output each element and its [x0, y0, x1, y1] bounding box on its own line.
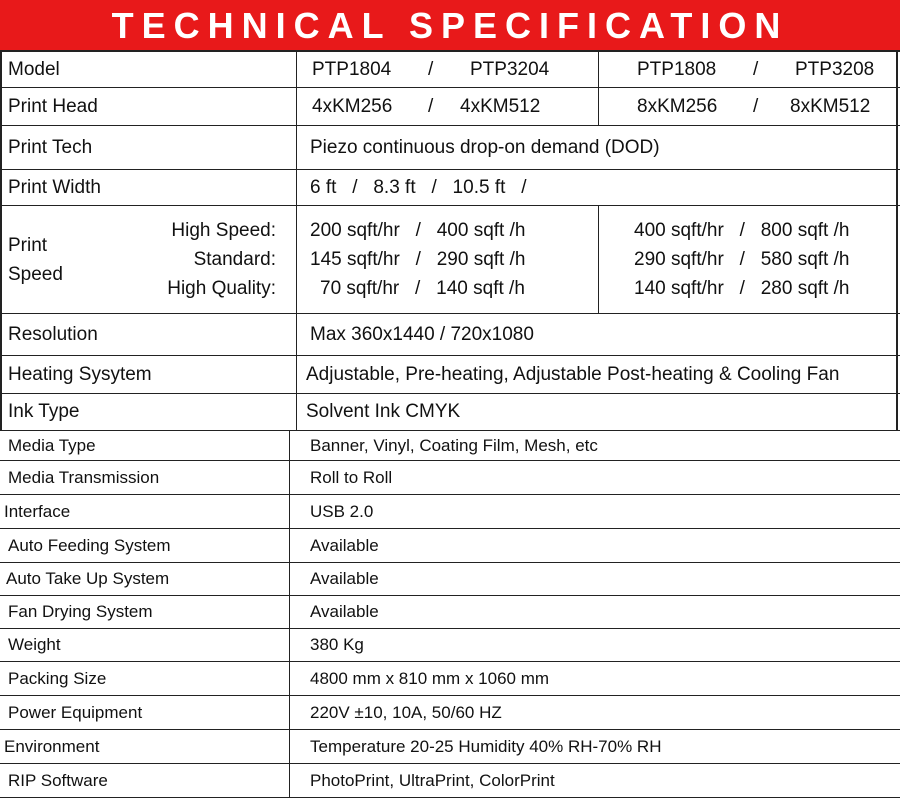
rip-label: RIP Software: [8, 770, 108, 790]
speed-a-high-speed: 200 sqft/hr / 400 sqft /h: [310, 220, 526, 241]
speed-b-high-speed: 400 sqft/hr / 800 sqft /h: [634, 220, 850, 241]
row-print-tech: [0, 126, 900, 170]
model-a1: PTP1804: [312, 58, 392, 80]
media-transmission-value: Roll to Roll: [310, 467, 393, 487]
print-width-label: Print Width: [8, 176, 101, 198]
speed-b-high-quality: 140 sqft/hr / 280 sqft /h: [634, 278, 850, 299]
row-print-head: [0, 88, 900, 126]
interface-label: Interface: [4, 501, 71, 521]
resolution-label: Resolution: [8, 323, 98, 345]
weight-value: 380 Kg: [310, 635, 364, 654]
title-banner: TECHNICAL SPECIFICATION: [0, 0, 900, 50]
row-rip: [0, 764, 900, 798]
print-head-b1: 8xKM256: [637, 95, 718, 117]
interface-value: USB 2.0: [310, 501, 374, 521]
row-media-transmission: [0, 461, 900, 495]
row-heating: [0, 356, 900, 394]
packing-size-label: Packing Size: [8, 668, 107, 688]
mode-standard: Standard:: [193, 249, 276, 270]
row-resolution: [0, 314, 900, 356]
print-speed-label-line2: Speed: [8, 263, 63, 285]
row-weight: [0, 629, 900, 662]
row-ink-type: [0, 394, 900, 430]
row-print-speed: [0, 206, 900, 314]
media-transmission-label: Media Transmission: [8, 467, 160, 487]
fan-drying-value: Available: [310, 602, 379, 621]
packing-size-value: 4800 mm x 810 mm x 1060 mm: [310, 668, 550, 688]
print-head-a2: 4xKM512: [460, 95, 541, 117]
fan-drying-label: Fan Drying System: [8, 602, 153, 621]
model-b1: PTP1808: [637, 58, 717, 80]
row-media-type: [0, 430, 900, 461]
row-power: [0, 696, 900, 730]
environment-value: Temperature 20-25 Humidity 40% RH-70% RH: [310, 736, 662, 756]
mode-high-quality: High Quality:: [167, 278, 276, 299]
auto-feeding-value: Available: [310, 535, 379, 555]
environment-label: Environment: [4, 736, 100, 756]
media-type-value: Banner, Vinyl, Coating Film, Mesh, etc: [310, 435, 598, 455]
row-model: [0, 50, 900, 88]
row-fan-drying: [0, 596, 900, 629]
auto-take-up-value: Available: [310, 569, 379, 588]
print-tech-label: Print Tech: [8, 136, 93, 158]
weight-label: Weight: [8, 635, 61, 654]
print-speed-group-b: [634, 206, 849, 313]
print-speed-group-a: [310, 206, 525, 313]
ink-type-value: Solvent Ink CMYK: [306, 401, 461, 422]
heating-label: Heating Sysytem: [8, 363, 152, 385]
row-interface: [0, 495, 900, 529]
row-auto-feeding: [0, 529, 900, 563]
print-speed-modes: [100, 206, 276, 313]
media-type-label: Media Type: [8, 435, 96, 455]
print-head-a1: 4xKM256: [312, 95, 393, 117]
print-speed-label-line1: Print: [8, 234, 48, 256]
auto-feeding-label: Auto Feeding System: [8, 535, 171, 555]
print-tech-value: Piezo continuous drop-on demand (DOD): [310, 136, 660, 158]
model-label: Model: [8, 58, 60, 80]
print-head-b2: 8xKM512: [790, 95, 871, 117]
speed-a-standard: 145 sqft/hr / 290 sqft /h: [310, 249, 526, 270]
power-label: Power Equipment: [8, 702, 143, 722]
print-head-b-sep: /: [753, 95, 759, 117]
row-print-width: [0, 170, 900, 206]
rip-value: PhotoPrint, UltraPrint, ColorPrint: [310, 770, 555, 790]
model-a2: PTP3204: [470, 58, 550, 80]
power-value: 220V ±10, 10A, 50/60 HZ: [310, 702, 502, 722]
model-b2: PTP3208: [795, 58, 875, 80]
model-a-sep: /: [428, 58, 434, 80]
print-head-label: Print Head: [8, 95, 98, 117]
print-head-a-sep: /: [428, 95, 434, 117]
print-width-value: 6 ft / 8.3 ft / 10.5 ft /: [310, 176, 527, 198]
resolution-value: Max 360x1440 / 720x1080: [310, 323, 534, 345]
model-b-sep: /: [753, 58, 759, 80]
row-auto-take-up: [0, 563, 900, 596]
auto-take-up-label: Auto Take Up System: [6, 569, 170, 588]
ink-type-label: Ink Type: [8, 401, 80, 422]
print-speed-label: [8, 206, 63, 313]
row-environment: [0, 730, 900, 764]
row-packing-size: [0, 662, 900, 696]
heating-value: Adjustable, Pre-heating, Adjustable Post-heating & Cooling Fan: [306, 363, 840, 385]
mode-high-speed: High Speed:: [171, 220, 276, 241]
speed-b-standard: 290 sqft/hr / 580 sqft /h: [634, 249, 850, 270]
speed-a-high-quality: 70 sqft/hr / 140 sqft /h: [320, 278, 525, 299]
